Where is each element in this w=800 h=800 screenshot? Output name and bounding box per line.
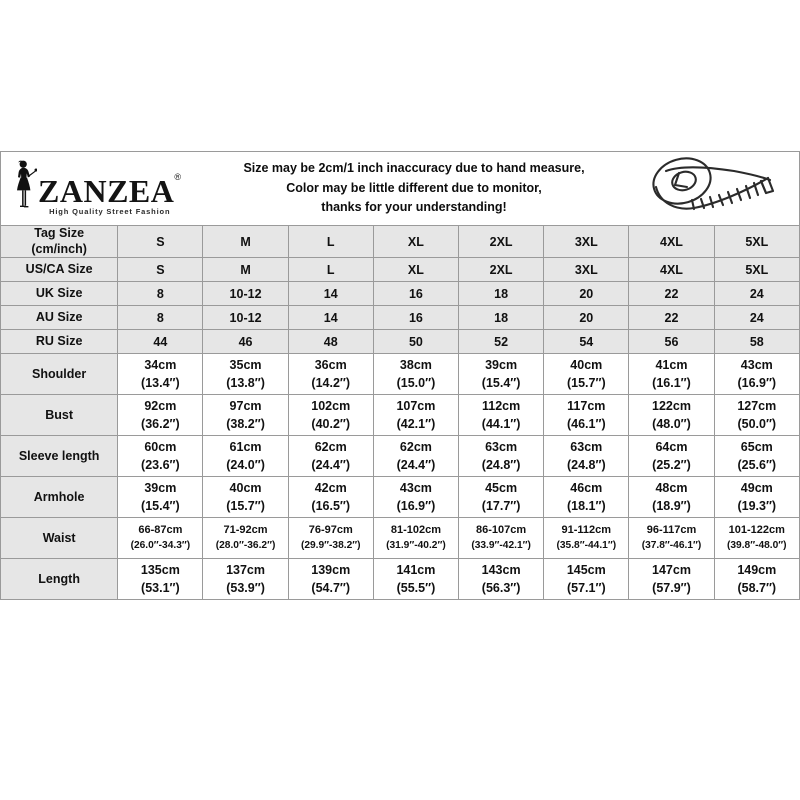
row-label-main: Tag Size [34,226,85,240]
cell: 14 [288,282,373,306]
cell-cm: 41cm [655,358,688,373]
table-row [1,226,800,258]
cell-cm: 63cm [485,440,518,455]
cell-cm: 38cm [399,358,432,373]
cell-inch: (29.9″-38.2″) [300,539,361,551]
cell-inch: (39.8″-48.0″) [726,539,787,551]
cell [373,436,458,477]
cell-cm: 141cm [396,563,436,578]
cell [373,354,458,395]
cell: 18 [459,282,544,306]
cell-cm: 101-122cm [728,523,785,536]
cell-inch: (53.1″) [141,581,180,596]
cell [203,518,288,559]
cell-cm: 48cm [655,481,688,496]
cell-inch: (40.2″) [311,417,351,432]
cell-inch: (16.5″) [311,499,351,514]
cell: M [203,226,288,258]
table-row [1,559,800,600]
cell [118,477,203,518]
cell-cm: 91-112cm [561,523,612,536]
row-label: US/CA Size [1,258,118,282]
cell-cm: 60cm [144,440,177,455]
cell-inch: (46.1″) [566,417,606,432]
cell [118,559,203,600]
cell: 3XL [544,258,629,282]
cell-inch: (48.0″) [652,417,691,432]
cell-inch: (37.8″-46.1″) [641,539,702,551]
notice-line-3: thanks for your understanding! [321,200,507,215]
cell-cm: 147cm [652,563,691,578]
cell-inch: (13.8″) [226,376,265,391]
cell-cm: 66-87cm [138,523,183,536]
cell: 22 [629,306,714,330]
cell-inch: (54.7″) [311,581,351,596]
cell: 22 [629,282,714,306]
cell: XL [373,258,458,282]
cell-inch: (14.2″) [311,376,351,391]
cell [714,436,799,477]
cell-inch: (24.4″) [311,458,351,473]
cell [714,559,799,600]
table-row [1,330,800,354]
cell: L [288,258,373,282]
cell-inch: (50.0″) [737,417,777,432]
cell: 16 [373,282,458,306]
cell [118,518,203,559]
cell: 20 [544,306,629,330]
cell [459,559,544,600]
row-label: Bust [1,395,118,436]
row-label: Waist [1,518,118,559]
cell: 50 [373,330,458,354]
cell: 24 [714,306,799,330]
cell-cm: 40cm [229,481,262,496]
row-label: AU Size [1,306,118,330]
measuring-tape-icon [642,155,782,222]
table-row [1,436,800,477]
cell-inch: (44.1″) [481,417,521,432]
cell-cm: 145cm [566,563,606,578]
cell: 2XL [459,226,544,258]
notice-line-1: Size may be 2cm/1 inch inaccuracy due to hand measure, [243,161,585,176]
cell-inch: (24.8″) [566,458,606,473]
cell-inch: (16.9″) [737,376,777,391]
cell-inch: (57.9″) [652,581,691,596]
cell-cm: 39cm [144,481,177,496]
cell-inch: (36.2″) [141,417,180,432]
cell-cm: 149cm [737,563,777,578]
cell-cm: 63cm [570,440,603,455]
cell [629,354,714,395]
cell-cm: 92cm [144,399,177,414]
cell-inch: (15.4″) [141,499,180,514]
cell [544,518,629,559]
cell [459,436,544,477]
cell-cm: 46cm [570,481,603,496]
cell-inch: (18.9″) [652,499,691,514]
cell-cm: 112cm [481,399,521,414]
row-label: Shoulder [1,354,118,395]
cell [118,395,203,436]
cell-inch: (24.8″) [481,458,521,473]
cell-cm: 40cm [570,358,603,373]
cell [544,354,629,395]
cell: 46 [203,330,288,354]
brand-logo [11,158,191,219]
cell: 48 [288,330,373,354]
cell-inch: (42.1″) [396,417,436,432]
cell-cm: 139cm [311,563,351,578]
cell [373,559,458,600]
cell-cm: 86-107cm [476,523,527,536]
cell [373,395,458,436]
cell-inch: (15.7″) [566,376,606,391]
cell-inch: (18.1″) [566,499,606,514]
size-chart-table [0,151,800,600]
table-row [1,518,800,559]
cell-cm: 143cm [481,563,521,578]
cell-inch: (24.0″) [226,458,265,473]
cell [459,395,544,436]
cell-cm: 122cm [652,399,691,414]
cell [288,559,373,600]
cell-cm: 97cm [229,399,262,414]
tape-decoration [637,155,787,222]
cell: 3XL [544,226,629,258]
cell-inch: (53.9″) [226,581,265,596]
registered-mark: ® [174,171,182,182]
woman-silhouette-icon [11,158,37,217]
cell-cm: 36cm [314,358,347,373]
cell-cm: 45cm [485,481,518,496]
table-row [1,395,800,436]
cell-inch: (56.3″) [481,581,521,596]
cell-cm: 42cm [314,481,347,496]
cell: 52 [459,330,544,354]
cell [714,395,799,436]
cell: S [118,226,203,258]
cell-cm: 62cm [399,440,432,455]
cell-inch: (28.0″-36.2″) [215,539,276,551]
cell: 8 [118,306,203,330]
cell: 24 [714,282,799,306]
cell [459,354,544,395]
cell-cm: 49cm [740,481,773,496]
row-label: UK Size [1,282,118,306]
row-label: Length [1,559,118,600]
cell: 54 [544,330,629,354]
cell-cm: 39cm [485,358,518,373]
cell-inch: (15.4″) [481,376,521,391]
cell-cm: 71-92cm [223,523,268,536]
cell-inch: (31.9″-40.2″) [386,539,446,551]
cell: 10-12 [203,282,288,306]
cell-inch: (13.4″) [141,376,180,391]
cell: 10-12 [203,306,288,330]
table-row [1,258,800,282]
cell-inch: (38.2″) [226,417,265,432]
cell [373,518,458,559]
cell-cm: 102cm [311,399,351,414]
row-label: RU Size [1,330,118,354]
cell: M [203,258,288,282]
cell-cm: 35cm [229,358,262,373]
cell [288,518,373,559]
brand-tagline: High Quality Street Fashion [49,207,171,216]
cell [459,477,544,518]
cell-cm: 43cm [399,481,432,496]
cell-inch: (26.0″-34.3″) [130,539,191,551]
cell [118,436,203,477]
cell-inch: (15.7″) [226,499,265,514]
cell: 4XL [629,258,714,282]
cell [629,436,714,477]
notice-line-2: Color may be little different due to monitor, [286,180,542,195]
cell [288,395,373,436]
cell-inch: (16.1″) [652,376,691,391]
size-chart-sheet [0,151,800,600]
table-row [1,306,800,330]
cell [629,477,714,518]
cell [629,559,714,600]
cell [288,436,373,477]
cell: L [288,226,373,258]
cell [544,559,629,600]
cell [288,477,373,518]
cell-inch: (57.1″) [566,581,606,596]
cell-cm: 127cm [737,399,777,414]
cell-cm: 76-97cm [308,523,353,536]
cell: 5XL [714,258,799,282]
cell-cm: 135cm [140,563,180,578]
table-row [1,282,800,306]
measurement-notice [191,159,637,217]
cell-inch: (17.7″) [481,499,521,514]
cell: 5XL [714,226,799,258]
cell: 56 [629,330,714,354]
cell-inch: (58.7″) [737,581,777,596]
cell [714,518,799,559]
row-label: Armhole [1,477,118,518]
cell [203,436,288,477]
cell: 8 [118,282,203,306]
cell [288,354,373,395]
cell [714,354,799,395]
cell-inch: (35.8″-44.1″) [556,539,617,551]
cell [203,559,288,600]
cell-cm: 137cm [226,563,266,578]
cell-cm: 81-102cm [390,523,441,536]
cell [203,395,288,436]
cell-cm: 62cm [314,440,347,455]
cell-cm: 34cm [144,358,177,373]
cell-cm: 43cm [740,358,773,373]
cell [118,354,203,395]
cell-cm: 64cm [655,440,688,455]
cell-cm: 107cm [396,399,436,414]
row-label [1,226,118,258]
cell: 2XL [459,258,544,282]
cell: S [118,258,203,282]
row-label-sub: (cm/inch) [31,241,87,256]
cell-inch: (25.6″) [737,458,777,473]
cell [629,518,714,559]
cell [373,477,458,518]
cell [544,395,629,436]
cell: 16 [373,306,458,330]
cell-inch: (16.9″) [396,499,436,514]
cell: 20 [544,282,629,306]
cell-cm: 117cm [567,399,606,414]
cell-cm: 65cm [740,440,773,455]
cell [203,477,288,518]
cell [544,477,629,518]
brand-wordmark: ZANZEA® [38,171,182,209]
cell [459,518,544,559]
cell-inch: (24.4″) [396,458,436,473]
cell: 4XL [629,226,714,258]
row-label: Sleeve length [1,436,118,477]
cell-inch: (25.2″) [652,458,691,473]
cell-cm: 96-117cm [646,523,697,536]
cell: XL [373,226,458,258]
cell [629,395,714,436]
cell: 14 [288,306,373,330]
cell [544,436,629,477]
cell-cm: 61cm [229,440,262,455]
cell: 18 [459,306,544,330]
cell: 44 [118,330,203,354]
cell-inch: (19.3″) [737,499,777,514]
cell [203,354,288,395]
cell-inch: (33.9″-42.1″) [471,539,531,551]
cell-inch: (55.5″) [396,581,436,596]
cell-inch: (23.6″) [141,458,180,473]
table-row [1,477,800,518]
cell: 58 [714,330,799,354]
cell-inch: (15.0″) [396,376,436,391]
cell [714,477,799,518]
table-row [1,354,800,395]
banner-cell [1,152,800,226]
banner-row [1,152,800,226]
